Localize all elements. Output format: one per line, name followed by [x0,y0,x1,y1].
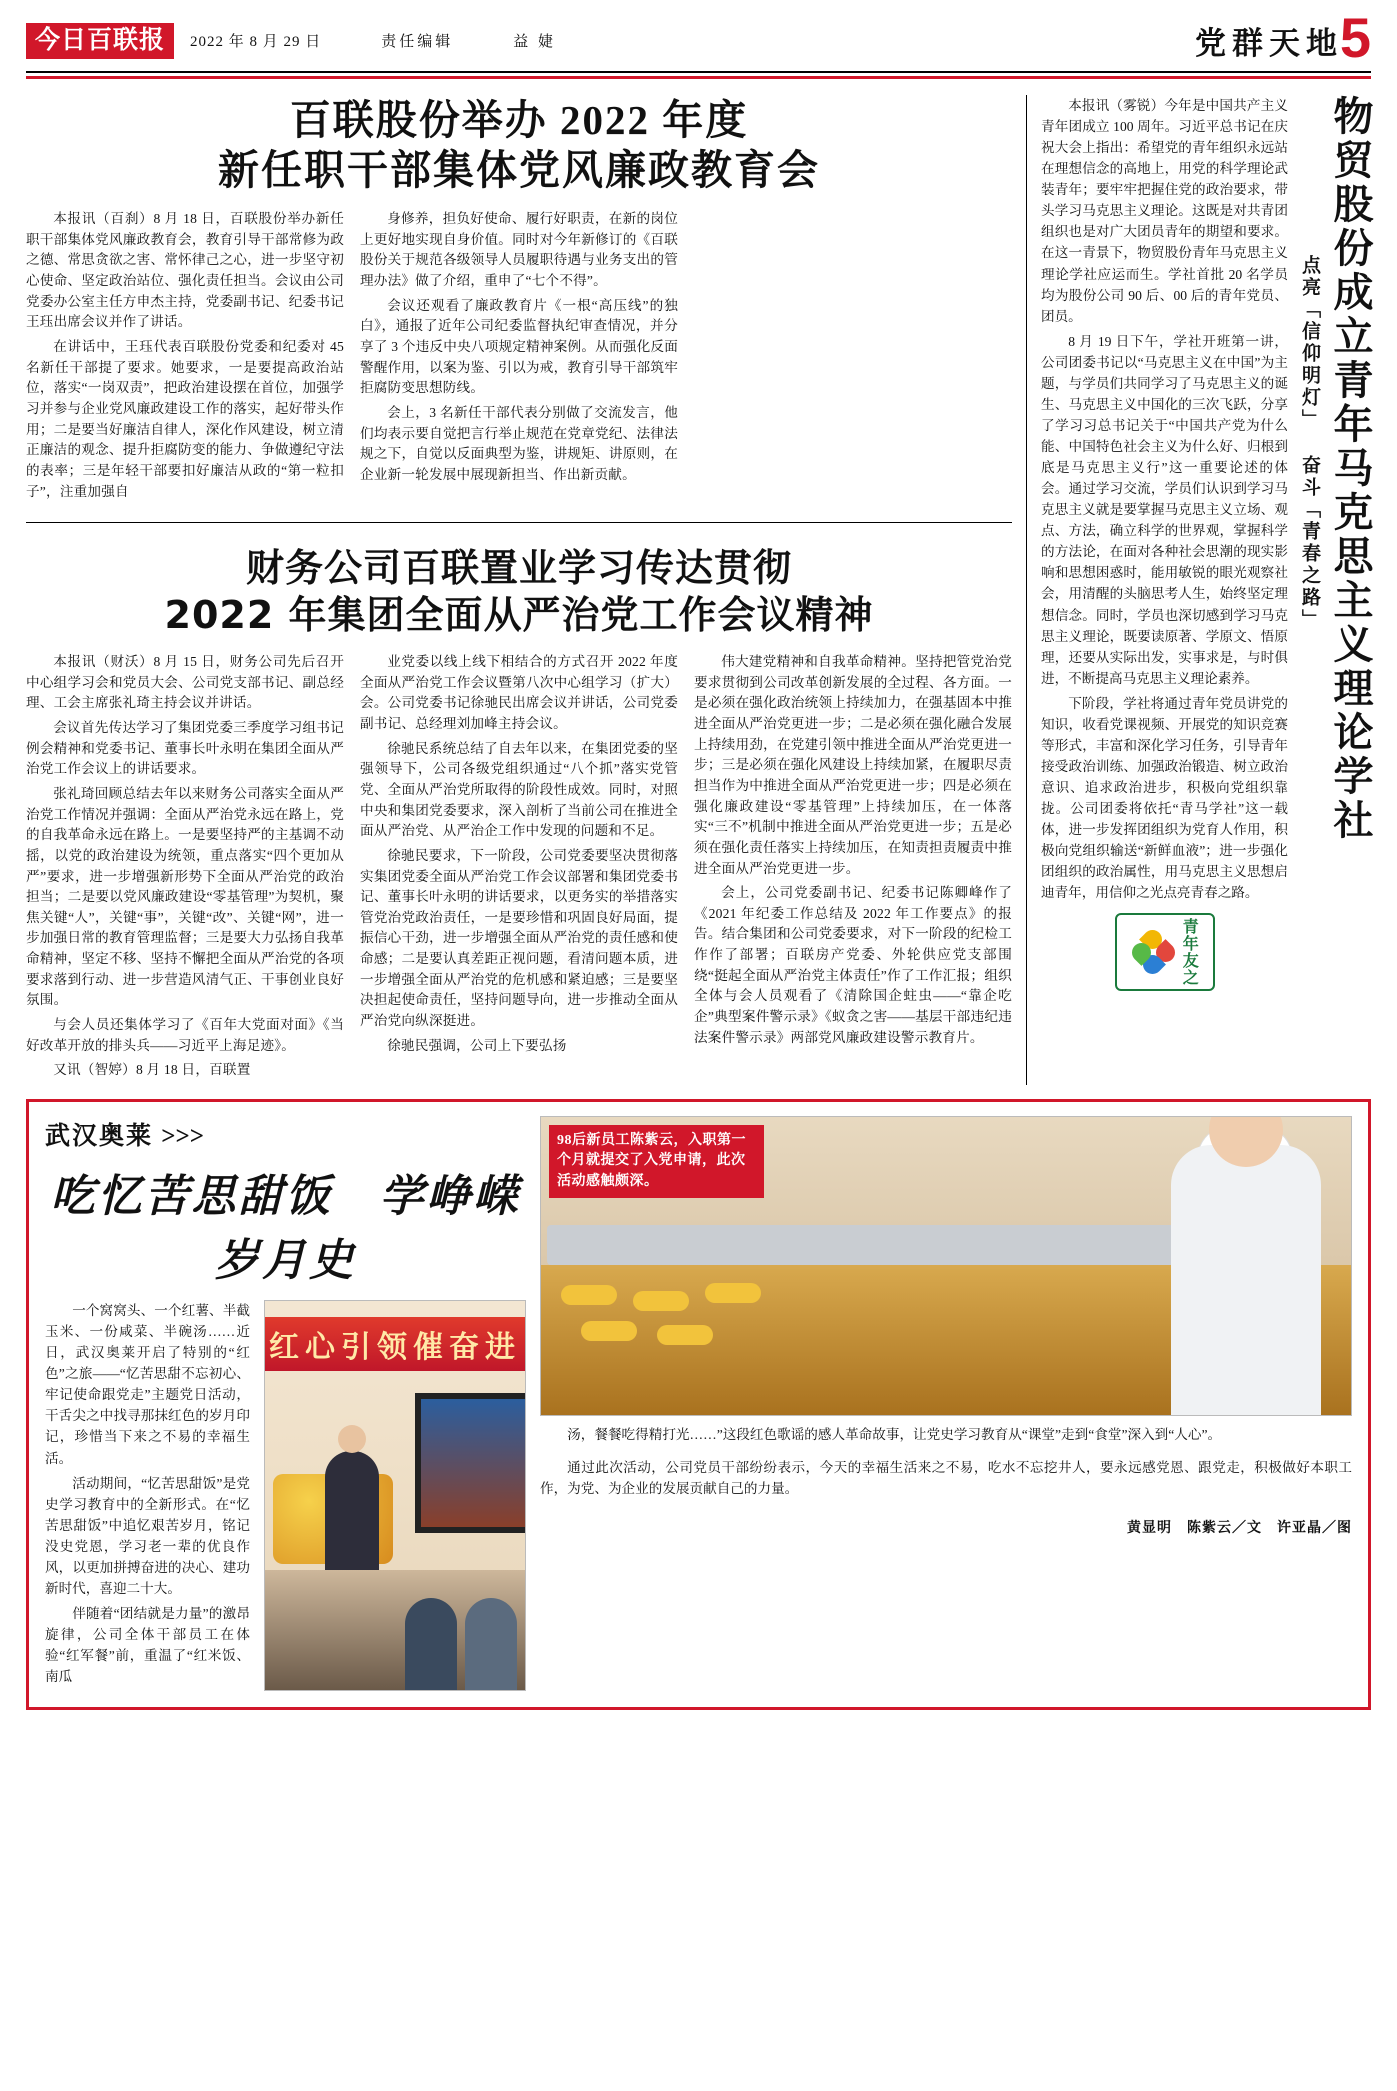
paragraph: 徐驰民要求，下一阶段，公司党委要坚决贯彻落实集团党委全面从严治党工作会议部署和集团党委书记、董事长叶永明的讲话要求，以更务实的举措落实管党治党政治责任，一是要珍惜和巩固良好局面，提振信心干劲，进一步增强全面从严治党的责任感和使命感；二是要认真差距正视问题，看清问题本质，进一步增强全面从严治党的危机感和紧迫感；三是要坚决担起使命责任，坚持问题导向，进一步推动全面从严治党向纵深挺进。 [360,847,678,1029]
feature-wuhan-outlets [26,1099,1371,1710]
paragraph: 通过此次活动，公司党员干部纷纷表示，今天的幸福生活来之不易，吃水不忘挖井人，要永远感党恩、跟党走，积极做好本职工作，为党、为企业的发展贡献自己的力量。 [539,1460,1352,1497]
article1-col1 [26,209,344,506]
paragraph: 下阶段，学社将通过青年党员讲党的知识，收看党课视频、开展党的知识竞赛等形式，丰富和深化学习任务，引导青年接受政治训练、加强政治锻造、树立政治意识、追求政治进步，积极向党组织靠拢。公司团委将依托“青马学社”这一载体，进一步发挥团组织为党育人作用，积极向党组织输送“新鲜血液”；进一步强化团组织的政治属性，用马克思主义思想启迪青年，用信仰之光点亮青春之路。 [1041,695,1288,901]
editor-name: 益 婕 [513,34,557,50]
newspaper-logo: 今日百联报 [26,23,174,59]
article2-headline [26,545,1012,638]
article-marxism-society [1026,95,1371,1085]
paragraph: 又讯（智婷）8 月 18 日，百联置 [53,1062,251,1078]
paragraph: 活动期间，“忆苦思甜饭”是党史学习教育中的全新形式。在“忆苦思甜饭”中追忆艰苦岁月，铭记没史党恩，学习老一辈的优良作风，以更加拼搏奋进的决心、建功新时代，喜迎二十大。 [45,1475,250,1596]
food-tray [547,1225,1231,1265]
article3-vertical-headline: 物贸股份成立青年马克思主义理论学社 [1328,95,1373,843]
feature-kicker-arrows: >>> [161,1123,205,1151]
paragraph: 伟大建党精神和自我革命精神。坚持把管党治党要求贯彻到公司改革创新发展的全过程、各方面。一是必须在强化政治统领上持续加力，在强基固本中推进全面从严治党更进一步；二是必须在强化融合发展上持续用劲，在党建引领中推进全面从严治党更进一步；三是必须在强化风建设上持续加紧，在履职尽责担当作为中推进全面从严治党更进一步；四是必须在强化廉政建设“零基管理”上持续加压，在一体落实“三不”机制中推进全面从严治党更进一步；五是必须在强化责任落实上持续加压，在知责担责履责中推进全面从严治党更进一步。 [694,653,1012,876]
article2-columns [26,652,1012,1085]
main-content [26,95,1371,1085]
article-divider [26,522,1012,523]
left-column-zone [26,95,1026,1085]
article1-headline-line2: 新任职干部集体党风廉政教育会 [218,147,820,194]
feature-kicker-text: 武汉奥莱 [45,1123,154,1151]
feature-photo-meeting [264,1300,526,1691]
presentation-screen [415,1393,526,1533]
article1-col2 [360,209,678,506]
staff-figure [1171,1145,1321,1415]
youth-league-logo-text: 青年友之 [1180,918,1198,987]
feature-byline: 黄显明 陈紫云／文 许亚晶／图 [1127,1521,1352,1537]
article1-col3-spacer [694,209,1012,506]
paragraph: 本报讯（财沃）8 月 15 日，财务公司先后召开中心组学习会和党员大会、公司党支部书记、副总经理、工会主席张礼琦主持会议并讲话。 [26,653,344,711]
paragraph: 会议还观看了廉政教育片《一根“高压线”的独白》，通报了近年公司纪委监督执纪审查情况，并分享了 3 个违反中央八项规定精神案例。从而强化反面警醒作用，以案为鉴、引以为戒，教育引导干部筑牢拒腐防变思想防线。 [360,297,678,396]
paragraph: 在讲话中，王珏代表百联股份党委和纪委对 45 名新任干部提了要求。她要求，一是要提高政治站位，落实“一岗双责”，把政治建设摆在首位，加强学习并参与企业党风廉政建设工作的落实，起好带头作用；二是要当好廉洁自律人，深化作风建设，树立清正廉洁的观念、提升拒腐防变的能力、争做遵纪守法的表率；三是年轻干部要扣好廉洁从政的“第一粒扣子”，注重加强自 [26,338,344,499]
page-number: 5 [1339,6,1371,69]
article2-col3 [694,652,1012,1085]
youth-league-logo [1115,913,1215,991]
paragraph: 本报讯（百刹）8 月 18 日，百联股份举办新任职干部集体党风廉政教育会，教育引导干部常修为政之德、常思贪欲之害、常怀律己之心，进一步坚守初心使命、坚定政治站位、强化责任担当。会议由公司党委办公室主任方申杰主持，党委副书记、纪委书记王珏出席会议并作了讲话。 [26,211,344,330]
photo-callout: 98后新员工陈紫云，入职第一个月就提交了入党申请，此次活动感触颇深。 [549,1125,764,1198]
article-party-education [26,95,1012,506]
masthead-rule [26,76,1371,79]
article1-headline [26,95,1012,195]
paragraph: 会上，公司党委副书记、纪委书记陈卿峰作了《2021 年纪委工作总结及 2022 年工作要点》的报告。结合集团和公司党委要求，对下一阶段的纪检工作作了部署；百联房产党委、外轮供应党支部围绕“挺起全面从严治党主体责任”作了工作汇报；组织全体与会人员观看了《清除国企蛀虫——“靠企吃企”典型案件警示录》《蚁贪之害——基层干部违纪违法案件警示录》两部党风廉政建设警示教育片。 [694,885,1012,1045]
feature-col1 [45,1300,250,1691]
speaker-figure [325,1451,379,1571]
article2-col2 [360,652,678,1085]
paragraph: 汤，餐餐吃得精打光……”这段红色歌谣的感人革命故事，让党史学习教育从“课堂”走到“食堂”深入到“人心”。 [567,1427,1222,1443]
paragraph: 8 月 19 日下午，学社开班第一讲，公司团委书记以“马克思主义在中国”为主题，与学员们共同学习了马克思主义的诞生、马克思主义中国化的三次飞跃，分享了学习习总书记关于“中国共产党为什么能、中国特色社会主义为什么好、归根到底是马克思主义行”这一重要论述的体会。通过学习交流，学员们认识到学习马克思主义就是要掌握马克思主义立场、观点、方法，确立科学的世界观，掌握科学的方法论，在面对各种社会思潮的现实影响和思想困惑时，能用敏锐的眼光观察社会，用清醒的头脑思考人生，始终坚定理想信念。同时，学员也深切感到学习马克思主义理论，既要读原著、学原文、悟原理，还要从实际出发，实事求是，与时俱进，不断提高马克思主义理论素养。 [1041,333,1288,686]
article1-headline-line1: 百联股份举办 2022 年度 [289,97,749,143]
paragraph: 会议首先传达学习了集团党委三季度学习组书记例会精神和党委书记、董事长叶永明在集团全面从严治党工作会议上的讲话要求。 [26,719,344,777]
feature-columns [45,1300,526,1691]
paragraph: 张礼琦回顾总结去年以来财务公司落实全面从严治党工作情况并强调：全面从严治党永远在路上，党的自我革命永远在路上。一是要坚持严的主基调不动摇，以党的政治建设为统领，重点落实“四个更加从严”要求，进一步增强新形势下全面从严治党的政治担当；二是要以党风廉政建设“零基管理”为契机，聚焦关键“人”，关键“事”，关键“改”、关键“网”，进一步加强日常的教育管理监督；三是要大力弘扬自我革命精神，坚定不移、坚持不懈把全面从严治党的各项要求落到行动、进一步营造风清气正、干事创业良好氛围。 [26,785,344,1008]
publication-date: 2022 年 8 月 29 日 [190,34,322,50]
article2-col1 [26,652,344,1085]
article3-vertical-subhead: 点亮「信仰明灯」 奋斗「青春之路」 [1299,255,1320,631]
paragraph: 会上，3 名新任干部代表分别做了交流发言，他们均表示要自觉把言行举止规范在党章党纪、法律法规之下，自觉以反面典型为鉴，讲规矩、讲原则，在企业新一轮发展中展现新担当、作出新贡献。 [360,404,678,482]
paragraph: 徐驰民强调，公司上下要弘扬 [387,1037,567,1053]
paragraph: 本报讯（雾锐）今年是中国共产主义青年团成立 100 周年。习近平总书记在庆祝大会上指出：希望党的青年组织永远站在理想信念的高地上，用党的科学理论武装青年；要牢牢把握住党的政治要求，带头学习马克思主义理论。这既是对共青团组织也是对广大团员青年的期望和要求。在这一青景下，物贸股份青年马克思主义理论学社应运而生。学社首批 20 名学员均为股份公司 90 后、00 后的青年党员、团员。 [1041,98,1288,324]
flower-icon [1132,930,1176,974]
feature-title: 吃忆苦思甜饭 学峥嵘岁月史 [50,1172,521,1286]
feature-right [540,1116,1352,1691]
article1-columns [26,209,1012,506]
section-title: 党群天地 [1195,26,1343,61]
article3-body [1041,95,1288,1085]
feature-kicker [45,1116,526,1152]
article2-headline-line1: 财务公司百联置业学习传达贯彻 [245,546,792,591]
article-strict-governance [26,545,1012,1085]
feature-photo-canteen [540,1116,1352,1416]
editor-label: 责任编辑 [381,34,454,50]
paragraph: 与会人员还集体学习了《百年大党面对面》《当好改革开放的排头兵——习近平上海足迹》。 [26,1017,344,1053]
article2-headline-line2: 2022 年集团全面从严治党工作会议精神 [164,592,874,637]
paragraph: 身修养，担负好使命、履行好职责，在新的岗位上更好地实现自身价值。同时对今年新修订的《百联股份关于规范各级领导人员履职待遇与业务支出的管理办法》做了介绍，重申了“七个不得”。 [360,211,678,288]
paragraph: 一个窝窝头、一个红薯、半截玉米、一份咸菜、半碗汤……近日，武汉奥莱开启了特别的“红色”之旅——“忆苦思甜不忘初心、牢记使命跟党走”主题党日活动，干舌尖之中找寻那抹红色的岁月印记，珍惜当下来之不易的幸福生活。 [45,1303,250,1466]
feature-left [45,1116,526,1691]
paragraph: 业党委以线上线下相结合的方式召开 2022 年度全面从严治党工作会议暨第八次中心组学习（扩大）会。公司党委书记徐驰民出席会议并讲话，公司党委副书记、总经理刘加峰主持会议。 [360,653,678,731]
masthead [26,6,1371,73]
photo-banner-text: 红心引领催奋进 [265,1317,525,1371]
paragraph: 伴随着“团结就是力量”的激昂旋律，公司全体干部员工在体验“红军餐”前，重温了“红米饭、南瓜 [45,1605,250,1685]
paragraph: 徐驰民系统总结了自去年以来，在集团党委的坚强领导下，公司各级党组织通过“八个抓”落实党管党、全面从严治党所取得的阶段性成效。同时，对照中央和集团党委要求，深入剖析了当前公司在推进全面从严治党、从严治企工作中发现的问题和不足。 [360,740,678,839]
